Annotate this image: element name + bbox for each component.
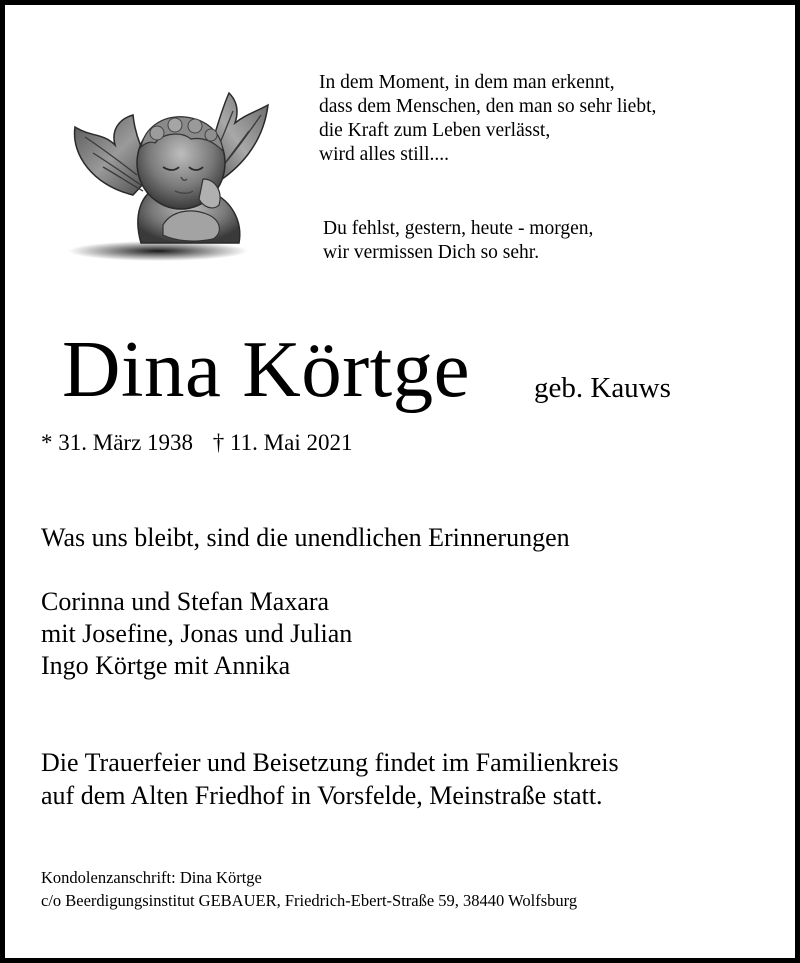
- family-line: mit Josefine, Jonas und Julian: [41, 619, 353, 648]
- poem-line: Du fehlst, gestern, heute - morgen,: [323, 218, 594, 239]
- poem-line: wir vermissen Dich so sehr.: [323, 242, 540, 263]
- condolence-address: [41, 866, 577, 912]
- poem-verse: [319, 71, 789, 167]
- mourning-family: [41, 586, 352, 682]
- deceased-name: Dina Körtge: [62, 324, 471, 414]
- birth-date: * 31. März 1938: [41, 430, 194, 455]
- poem-line: dass dem Menschen, den man so sehr liebt,: [319, 96, 657, 117]
- poem-line: wird alles still....: [319, 144, 449, 165]
- cherub-angel-image: [63, 75, 288, 270]
- condolence-line: c/o Beerdigungsinstitut GEBAUER, Friedrich-Ebert-Straße 59, 38440 Wolfsburg: [41, 891, 578, 910]
- poem-line: die Kraft zum Leben verlässt,: [319, 120, 551, 141]
- memory-motto: Was uns bleibt, sind die unendlichen Erinnerungen: [41, 523, 570, 552]
- death-date: † 11. Mai 2021: [212, 430, 353, 455]
- family-line: Ingo Körtge mit Annika: [41, 651, 291, 680]
- life-dates: [41, 429, 352, 457]
- funeral-ceremony-info: [41, 746, 619, 812]
- ceremony-line: Die Trauerfeier und Beisetzung findet im Familienkreis: [41, 748, 619, 777]
- condolence-line: Kondolenzanschrift: Dina Körtge: [41, 868, 262, 887]
- ceremony-line: auf dem Alten Friedhof in Vorsfelde, Meinstraße statt.: [41, 781, 603, 810]
- maiden-name: geb. Kauws: [534, 372, 671, 404]
- family-line: Corinna und Stefan Maxara: [41, 587, 330, 616]
- poem-verse-second: [323, 217, 793, 265]
- poem-line: In dem Moment, in dem man erkennt,: [319, 72, 615, 93]
